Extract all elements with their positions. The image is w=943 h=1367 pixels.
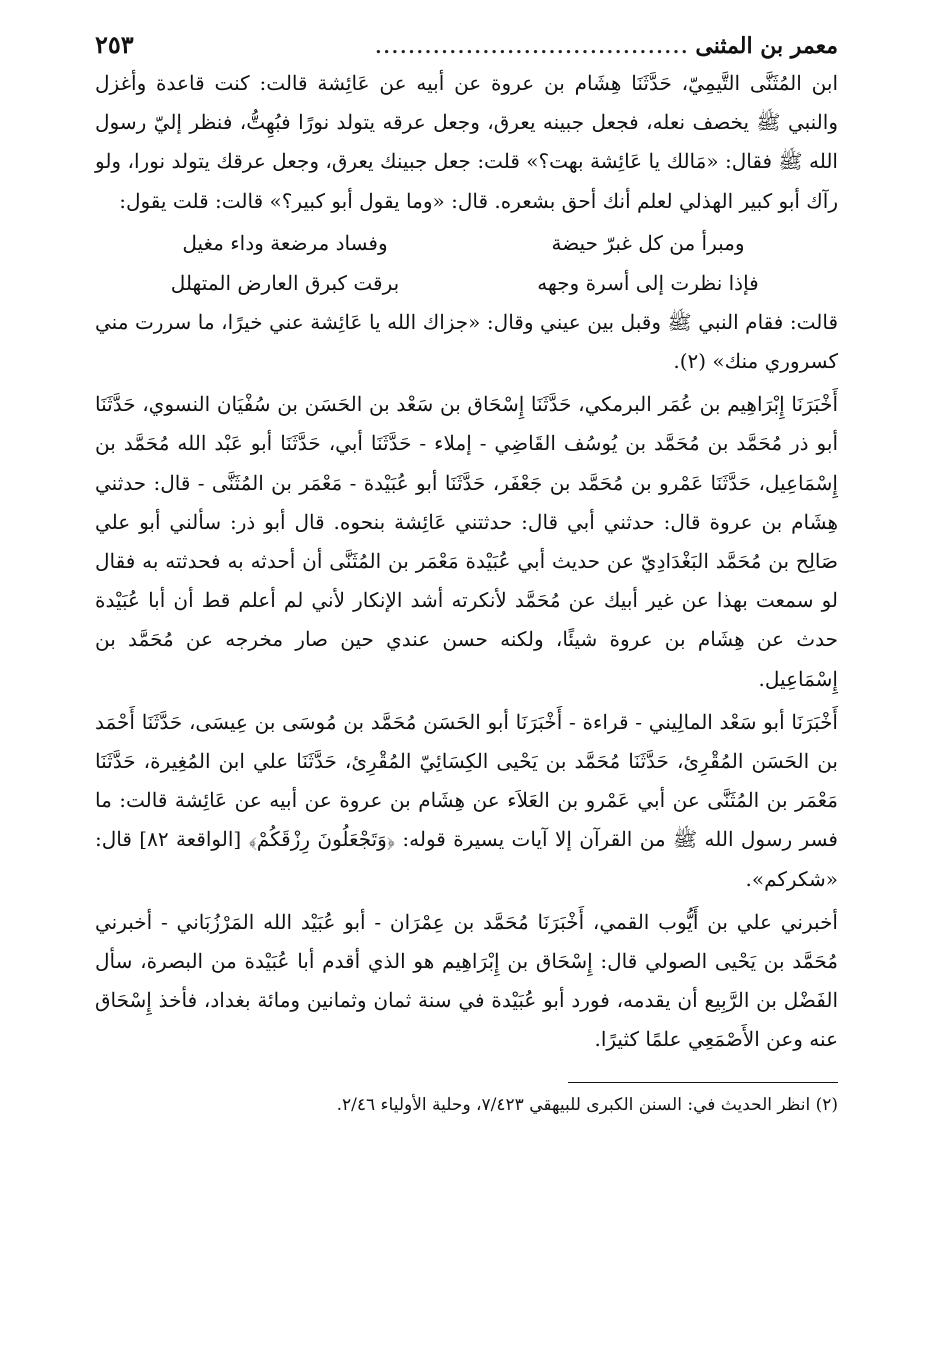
poem [95, 223, 838, 303]
poem-verse [95, 223, 838, 263]
verse-first-hemistich: فإذا نظرت إلى أسرة وجهه [537, 270, 759, 295]
footnote-separator [568, 1082, 838, 1083]
page-number: ٢٥٣ [95, 30, 134, 59]
paragraph: أخبرني علي بن أَيُّوب القمي، أَخْبَرَنَا مُحَمَّد بن عِمْرَان - أبو عُبَيْد الله المَرْزُبَاني - أخبرني مُحَمَّد بن يَحْيى الصولي قال: إِسْحَاق بن إِبْرَاهِيم هو الذي أقدم أبا عُبَيْدة من البصرة، سأل الفَضْل بن الرَّبِيع أن يقدمه، فورد أبو عُبَيْدة في سنة ثمان وثمانين ومائة بغداد، فأخذ إِسْحَاق عنه وعن الأَصْمَعِي علمًا كثيرًا. [95, 909, 838, 1052]
paragraph: أَخْبَرَنَا إِبْرَاهِيم بن عُمَر البرمكي، حَدَّثَنَا إِسْحَاق بن سَعْد بن الحَسَن بن سُفْيَان النسوي، حَدَّثَنَا أبو ذر مُحَمَّد بن مُحَمَّد بن يُوسُف القَاضِي - إملاء - حَدَّثَنَا أبي، حَدَّثَنَا أبو عَبْد الله مُحَمَّد بن إِسْمَاعِيل، حَدَّثَنَا عَمْرو بن مُحَمَّد بن جَعْفَر، حَدَّثَنَا أبو عُبَيْدة - مَعْمَر بن المُثَنَّى - قال: حدثني هِشَام بن عروة قال: حدثني أبي قال: حدثتني عَائِشة بنحوه. قال أبو ذر: سألني أبو علي صَالِح بن مُحَمَّد البَغْدَادِيّ عن حديث أبي عُبَيْدة مَعْمَر بن المُثَنَّى أن أحدثه به فحدثته به فقال لو سمعت بهذا عن غير أبيك عن مُحَمَّد لأنكرته أشد الإنكار لأني لم أعلم قط أن أبا عُبَيْدة حدث عن هِشَام بن عروة شيئًا، ولكنه حسن عندي حين صار مخرجه عن مُحَمَّد بن إِسْمَاعِيل. [95, 392, 838, 691]
book-page [95, 30, 838, 1119]
footnote: (٢) انظر الحديث في: السنن الكبرى للبيهقي ٧/٤٢٣، وحلية الأولياء ٢/٤٦. [336, 1094, 838, 1115]
poem-verse [95, 263, 838, 303]
paragraph: قالت: فقام النبي ﷺ وقبل بين عيني وقال: «جزاك الله يا عَائِشة عني خيرًا، ما سررت مني كسروري منك» (٢). [95, 309, 838, 374]
header-leader-dots: ...................................... [375, 37, 690, 58]
paragraph: أَخْبَرَنَا أبو سَعْد المالِيني - قراءة - أَخْبَرَنَا أبو الحَسَن مُحَمَّد بن مُوسَى بن عِيسَى، حَدَّثَنَا أَحْمَد بن الحَسَن المُقْرِئ، حَدَّثَنَا مُحَمَّد بن يَحْيى الكِسَائِيّ المُقْرِئ، حَدَّثَنَا علي ابن المُغِيرة، حَدَّثَنَا مَعْمَر بن المُثَنَّى عن أبي عَمْرو بن العَلاَء عن هِشَام بن عروة عن أبيه عن عَائِشة قالت: ما فسر رسول الله ﷺ من القرآن إلا آيات يسيرة قوله: ﴿وَتَجْعَلُونَ رِزْقَكُمْ﴾ [الواقعة ٨٢] قال: «شكركم». [95, 709, 838, 891]
verse-second-hemistich: وفساد مرضعة وداء مغيل [182, 230, 388, 255]
verse-first-hemistich: ومبرأ من كل غبرّ حيضة [551, 230, 745, 255]
page-header [95, 30, 838, 64]
paragraph-hadith-aisha: ابن المُثَنَّى التَّيمِيّ، حَدَّثَنَا هِشَام بن عروة عن أبيه عن عَائِشة قالت: كنت قاعدة وأغزل والنبي ﷺ يخصف نعله، فجعل جبينه يعرق، وجعل عرقه يتولد نورًا فبُهِتُّ، فنظر إليّ رسول الله ﷺ فقال: «مَالك يا عَائِشة بهت؟» قلت: جعل جبينك يعرق، وجعل عرقك يتولد نورا، ولو رآك أبو كبير الهذلي لعلم أنك أحق بشعره. قال: «وما يقول أبو كبير؟» قالت: قلت يقول: [95, 71, 838, 213]
running-title: معمر بن المثنى [695, 33, 838, 59]
page-body [95, 64, 838, 1060]
verse-second-hemistich: برقت كبرق العارض المتهلل [170, 270, 400, 295]
